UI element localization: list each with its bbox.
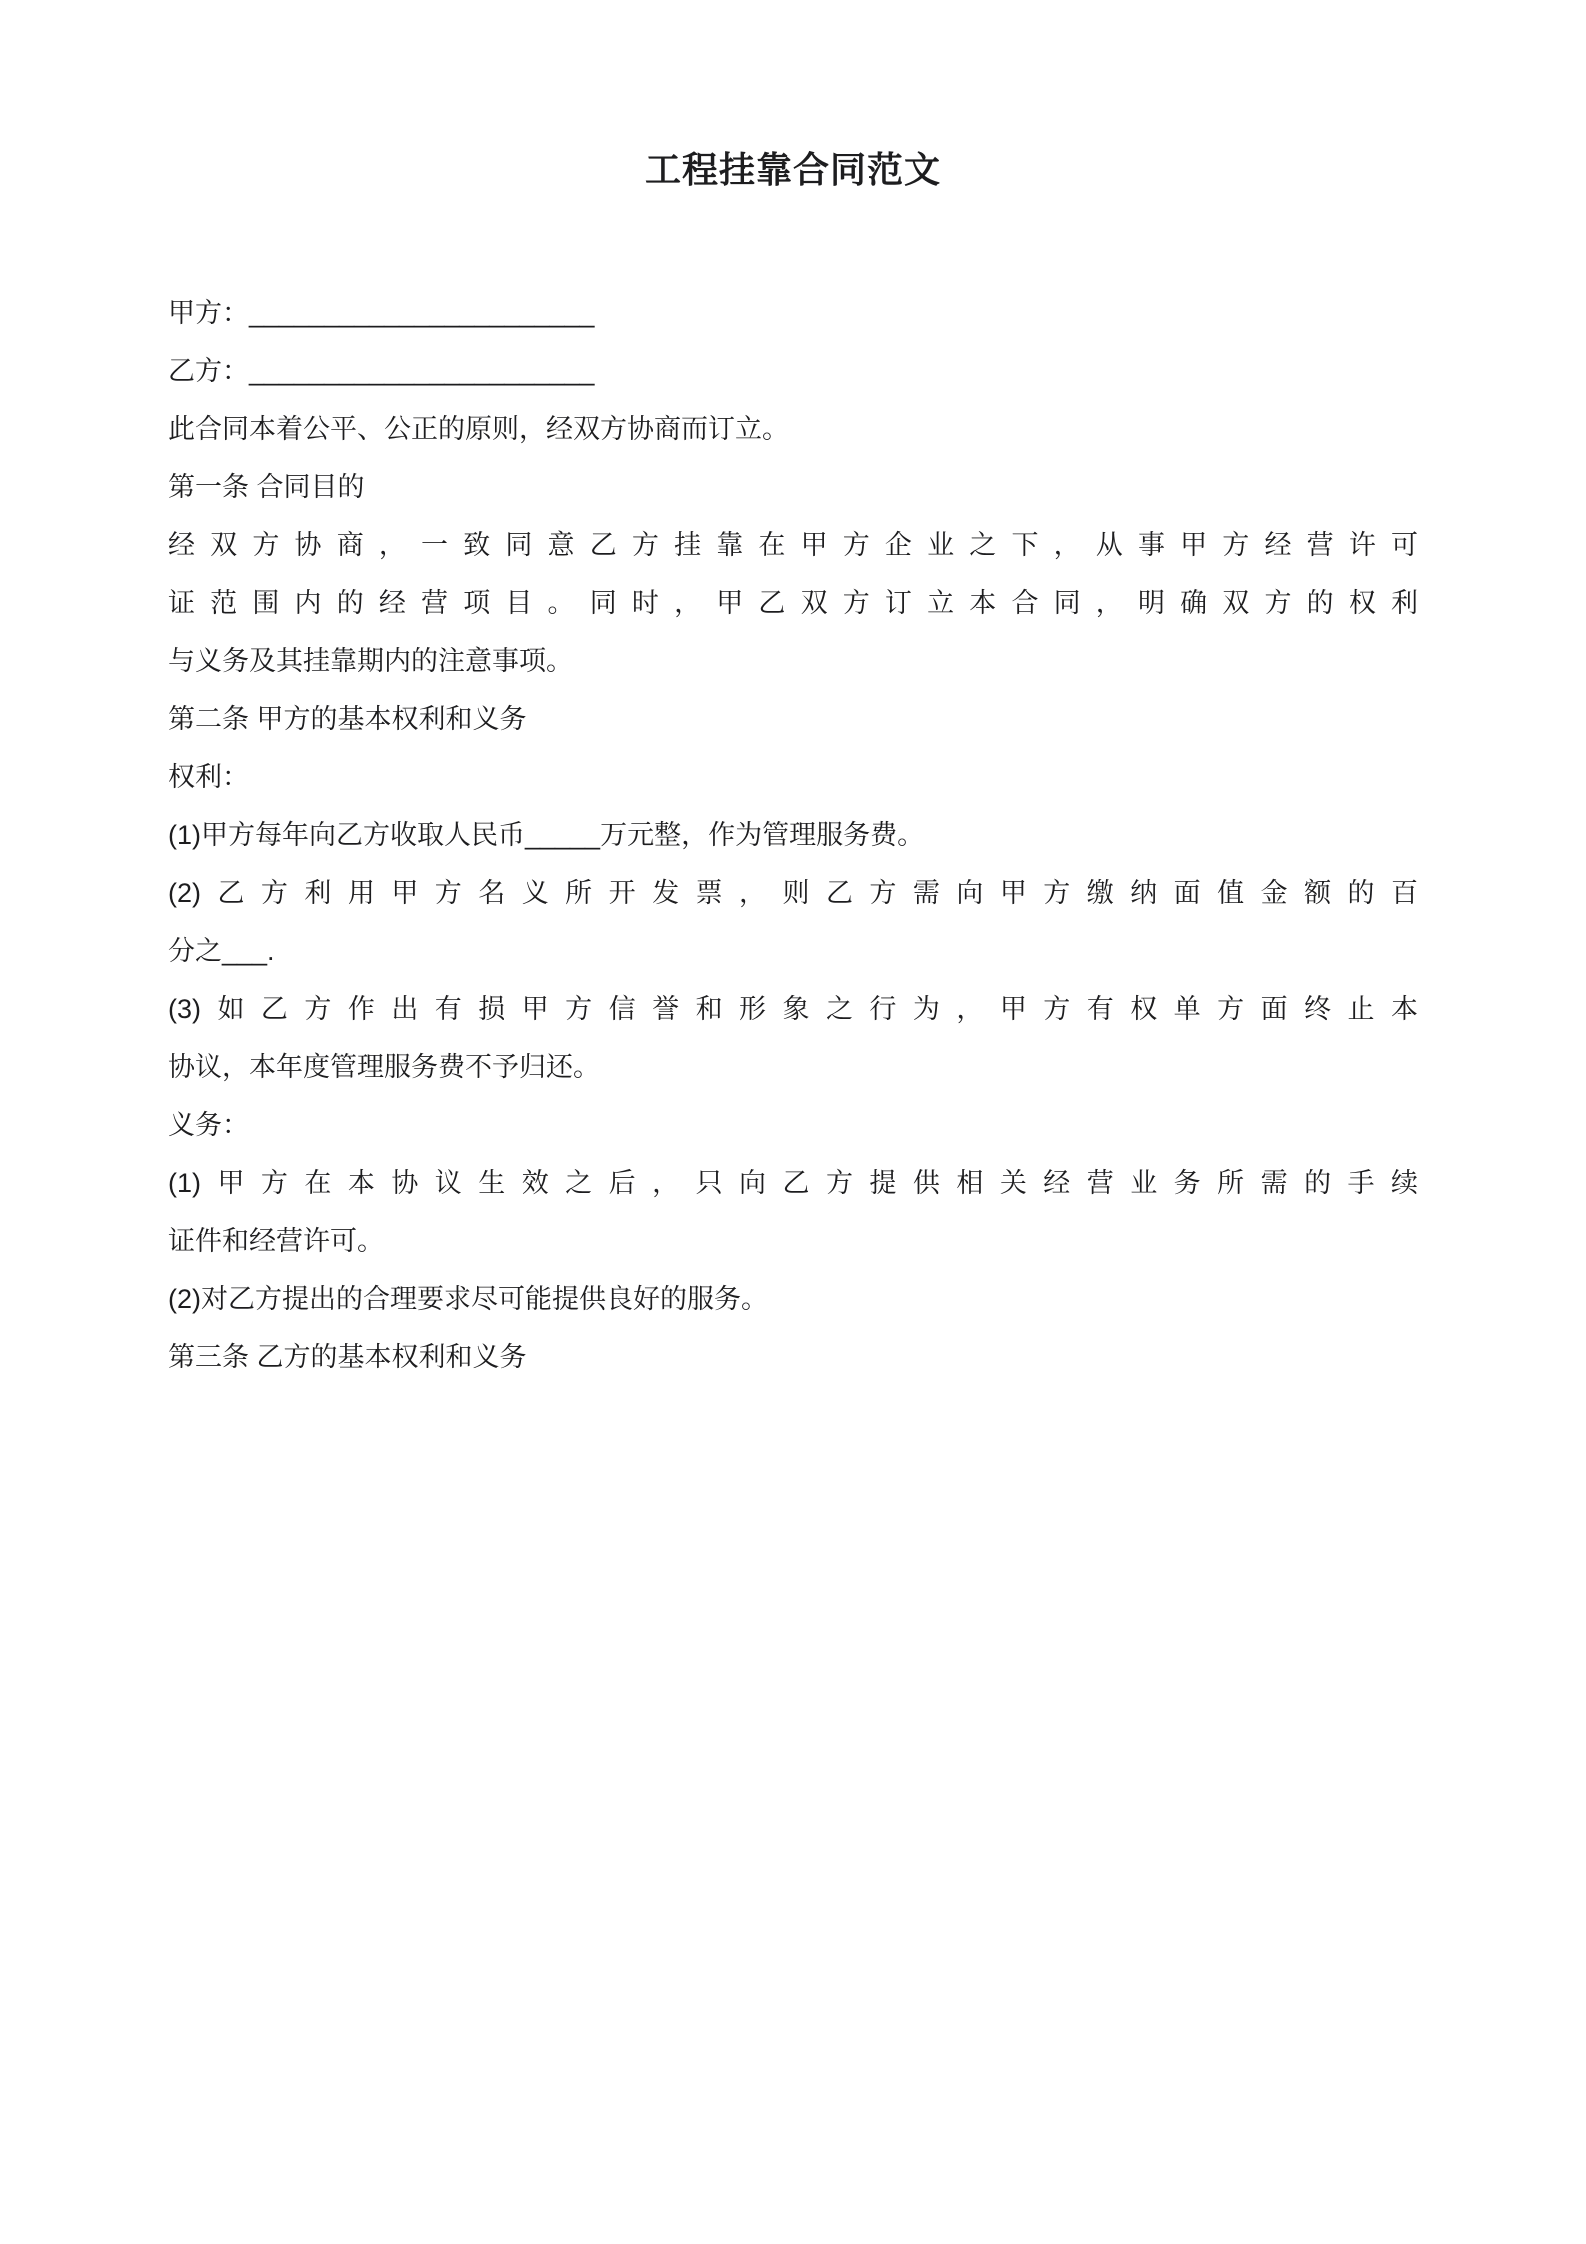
line-duties-item-2: (2)对乙方提出的合理要求尽可能提供良好的服务。 xyxy=(168,1284,768,1314)
line-rights-item-2b: 分之___. xyxy=(168,936,275,966)
line-duties-item-1b: 证件和经营许可。 xyxy=(168,1226,384,1256)
line-rights-item-1: (1)甲方每年向乙方收取人民币_____万元整，作为管理服务费。 xyxy=(168,820,925,850)
label-duties: 义务： xyxy=(168,1110,249,1140)
line-article1-body-1: 经双方协商，一致同意乙方挂靠在甲方企业之下，从事甲方经营许可 xyxy=(168,530,1418,560)
heading-article-1: 第一条 合同目的 xyxy=(168,472,365,502)
line-preamble: 此合同本着公平、公正的原则，经双方协商而订立。 xyxy=(168,414,789,444)
label-rights: 权利： xyxy=(168,762,249,792)
heading-article-3: 第三条 乙方的基本权利和义务 xyxy=(168,1342,527,1372)
heading-article-2: 第二条 甲方的基本权利和义务 xyxy=(168,704,527,734)
line-rights-item-3b: 协议，本年度管理服务费不予归还。 xyxy=(168,1052,600,1082)
document-title: 工程挂靠合同范文 xyxy=(644,149,941,190)
document-body xyxy=(168,284,1418,1386)
line-party-a-blank: 甲方：_______________________ xyxy=(168,298,595,328)
line-article1-body-2: 证范围内的经营项目。同时，甲乙双方订立本合同，明确双方的权利 xyxy=(168,588,1418,618)
line-article1-body-3: 与义务及其挂靠期内的注意事项。 xyxy=(168,646,573,676)
line-rights-item-2a: (2)乙方利用甲方名义所开发票，则乙方需向甲方缴纳面值金额的百 xyxy=(168,878,1418,908)
line-party-b-blank: 乙方：_______________________ xyxy=(168,356,595,386)
line-duties-item-1a: (1)甲方在本协议生效之后，只向乙方提供相关经营业务所需的手续 xyxy=(168,1168,1418,1198)
line-rights-item-3a: (3)如乙方作出有损甲方信誉和形象之行为，甲方有权单方面终止本 xyxy=(168,994,1418,1024)
